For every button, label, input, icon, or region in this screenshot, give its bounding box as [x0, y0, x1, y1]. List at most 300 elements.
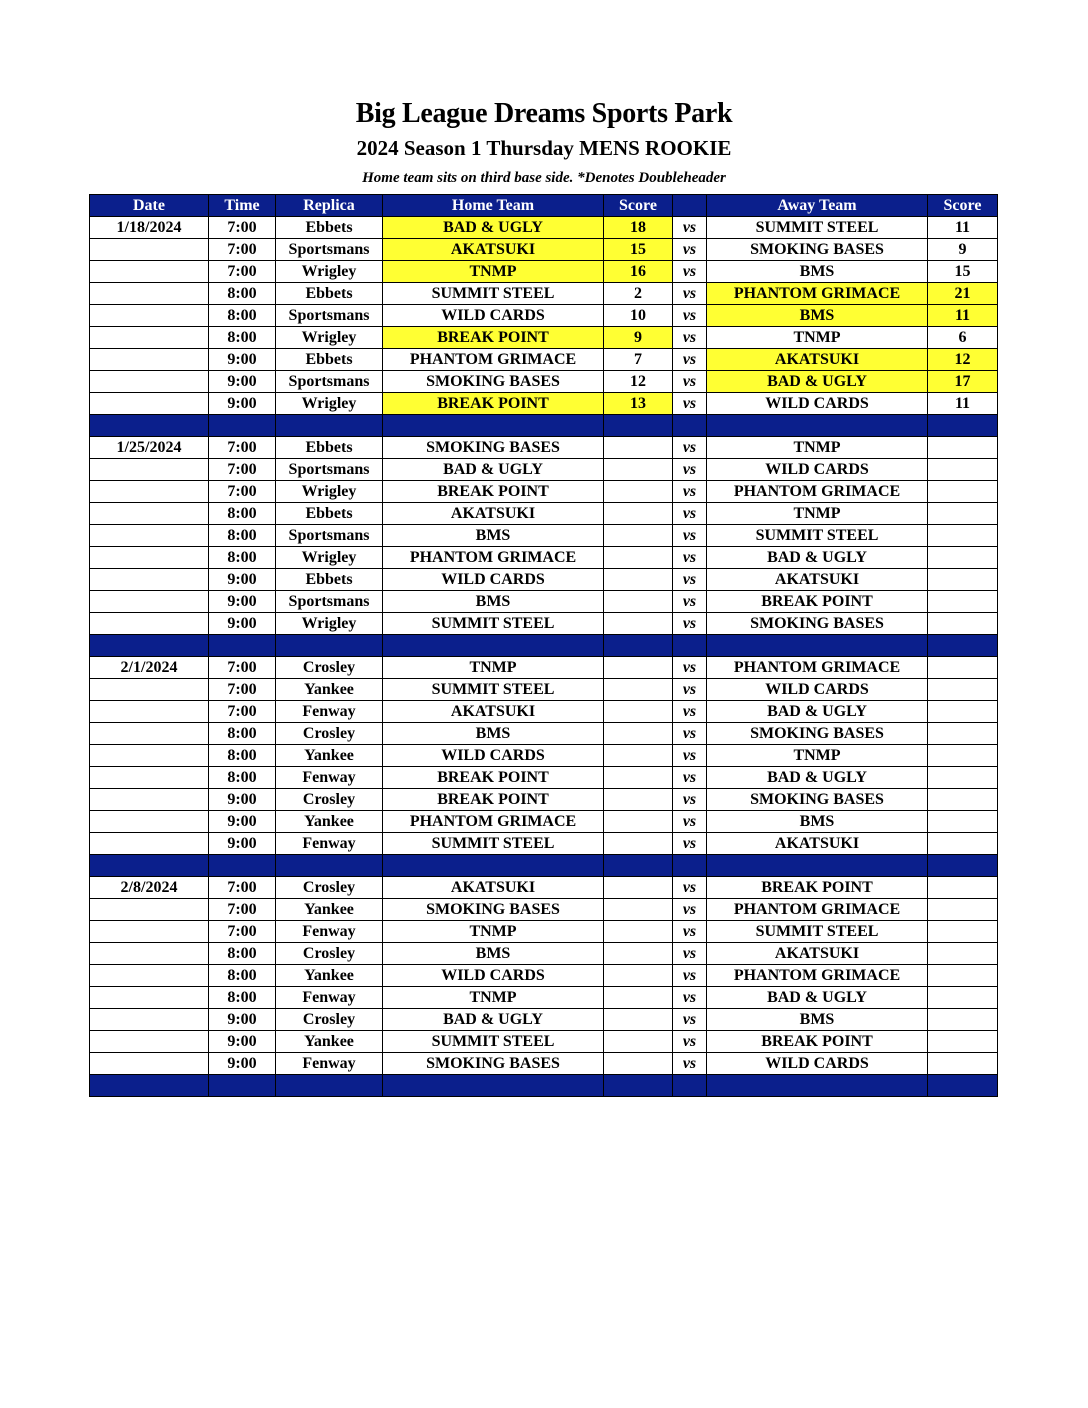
game-row: [90, 921, 998, 943]
away-team: WILD CARDS: [707, 679, 928, 701]
separator-cell: [383, 635, 604, 657]
away-score: [928, 613, 998, 635]
away-score: [928, 943, 998, 965]
game-time: 8:00: [209, 987, 276, 1009]
game-date: [90, 481, 209, 503]
home-team: PHANTOM GRIMACE: [383, 811, 604, 833]
versus-label: vs: [673, 459, 707, 481]
home-score: 18: [604, 217, 673, 239]
home-team: BMS: [383, 943, 604, 965]
game-row: [90, 943, 998, 965]
away-team: SMOKING BASES: [707, 239, 928, 261]
away-score: 21: [928, 283, 998, 305]
home-score: [604, 547, 673, 569]
game-date: [90, 349, 209, 371]
game-date: [90, 393, 209, 415]
game-date: 1/25/2024: [90, 437, 209, 459]
header-row: [90, 195, 998, 217]
versus-label: vs: [673, 723, 707, 745]
versus-label: vs: [673, 371, 707, 393]
game-date: [90, 965, 209, 987]
versus-label: vs: [673, 481, 707, 503]
home-score: [604, 789, 673, 811]
game-date: [90, 503, 209, 525]
home-team: WILD CARDS: [383, 305, 604, 327]
away-score: 17: [928, 371, 998, 393]
game-time: 9:00: [209, 613, 276, 635]
game-replica: Sportsmans: [276, 525, 383, 547]
game-row: [90, 283, 998, 305]
home-team: WILD CARDS: [383, 745, 604, 767]
home-team: SUMMIT STEEL: [383, 833, 604, 855]
game-replica: Crosley: [276, 789, 383, 811]
game-date: [90, 591, 209, 613]
versus-label: vs: [673, 305, 707, 327]
home-score: [604, 1053, 673, 1075]
separator-cell: [276, 415, 383, 437]
game-time: 7:00: [209, 261, 276, 283]
home-score: [604, 657, 673, 679]
game-row: [90, 789, 998, 811]
away-team: AKATSUKI: [707, 569, 928, 591]
game-time: 8:00: [209, 767, 276, 789]
game-replica: Fenway: [276, 767, 383, 789]
separator-cell: [383, 415, 604, 437]
separator-cell: [928, 635, 998, 657]
game-replica: Sportsmans: [276, 591, 383, 613]
game-replica: Fenway: [276, 987, 383, 1009]
separator-cell: [90, 415, 209, 437]
home-score: 13: [604, 393, 673, 415]
game-replica: Ebbets: [276, 437, 383, 459]
away-team: TNMP: [707, 745, 928, 767]
away-score: [928, 701, 998, 723]
separator-cell: [276, 1075, 383, 1097]
separator-cell: [209, 855, 276, 877]
game-replica: Ebbets: [276, 503, 383, 525]
away-team: BMS: [707, 261, 928, 283]
schedule-table: [89, 194, 998, 1097]
away-team: BMS: [707, 305, 928, 327]
game-row: [90, 327, 998, 349]
game-row: [90, 569, 998, 591]
game-date: 2/8/2024: [90, 877, 209, 899]
game-replica: Wrigley: [276, 547, 383, 569]
game-row: [90, 613, 998, 635]
home-score: [604, 877, 673, 899]
away-team: TNMP: [707, 437, 928, 459]
game-time: 7:00: [209, 481, 276, 503]
home-team: BREAK POINT: [383, 393, 604, 415]
game-date: [90, 679, 209, 701]
home-team: TNMP: [383, 921, 604, 943]
column-header-home-score: Score: [604, 195, 673, 217]
versus-label: vs: [673, 591, 707, 613]
separator-cell: [90, 855, 209, 877]
versus-label: vs: [673, 943, 707, 965]
away-score: [928, 547, 998, 569]
versus-label: vs: [673, 965, 707, 987]
versus-label: vs: [673, 767, 707, 789]
versus-label: vs: [673, 921, 707, 943]
home-score: [604, 899, 673, 921]
game-replica: Fenway: [276, 1053, 383, 1075]
away-score: [928, 789, 998, 811]
home-score: [604, 965, 673, 987]
separator-cell: [604, 855, 673, 877]
home-score: 7: [604, 349, 673, 371]
separator-cell: [928, 855, 998, 877]
home-score: [604, 679, 673, 701]
game-time: 8:00: [209, 745, 276, 767]
home-team: TNMP: [383, 657, 604, 679]
away-team: BREAK POINT: [707, 591, 928, 613]
versus-label: vs: [673, 1053, 707, 1075]
away-team: AKATSUKI: [707, 943, 928, 965]
game-row: [90, 701, 998, 723]
versus-label: vs: [673, 569, 707, 591]
game-row: [90, 767, 998, 789]
game-time: 9:00: [209, 1053, 276, 1075]
game-time: 9:00: [209, 811, 276, 833]
game-date: [90, 789, 209, 811]
home-team: SMOKING BASES: [383, 371, 604, 393]
versus-label: vs: [673, 349, 707, 371]
away-score: [928, 503, 998, 525]
game-replica: Wrigley: [276, 481, 383, 503]
game-row: [90, 481, 998, 503]
separator-cell: [928, 415, 998, 437]
separator-cell: [383, 1075, 604, 1097]
home-score: [604, 987, 673, 1009]
page-subtitle: 2024 Season 1 Thursday MENS ROOKIE: [356, 136, 732, 160]
schedule-body: [90, 217, 998, 1097]
game-time: 7:00: [209, 459, 276, 481]
home-team: BMS: [383, 723, 604, 745]
game-replica: Yankee: [276, 679, 383, 701]
game-replica: Crosley: [276, 877, 383, 899]
game-replica: Yankee: [276, 1031, 383, 1053]
game-time: 7:00: [209, 701, 276, 723]
away-team: BAD & UGLY: [707, 767, 928, 789]
home-team: SMOKING BASES: [383, 1053, 604, 1075]
home-score: [604, 1009, 673, 1031]
game-row: [90, 437, 998, 459]
column-header-replica: Replica: [276, 195, 383, 217]
versus-label: vs: [673, 503, 707, 525]
game-row: [90, 305, 998, 327]
home-team: SUMMIT STEEL: [383, 679, 604, 701]
game-row: [90, 811, 998, 833]
away-team: BMS: [707, 1009, 928, 1031]
separator-cell: [209, 635, 276, 657]
game-time: 9:00: [209, 789, 276, 811]
away-score: [928, 437, 998, 459]
game-date: [90, 569, 209, 591]
separator-cell: [209, 1075, 276, 1097]
game-date: [90, 921, 209, 943]
home-score: [604, 613, 673, 635]
away-score: [928, 811, 998, 833]
home-score: [604, 921, 673, 943]
versus-label: vs: [673, 283, 707, 305]
game-row: [90, 899, 998, 921]
versus-label: vs: [673, 987, 707, 1009]
home-score: 9: [604, 327, 673, 349]
versus-label: vs: [673, 701, 707, 723]
home-team: WILD CARDS: [383, 569, 604, 591]
home-score: 15: [604, 239, 673, 261]
separator-cell: [928, 1075, 998, 1097]
separator-cell: [673, 855, 707, 877]
away-score: [928, 591, 998, 613]
versus-label: vs: [673, 613, 707, 635]
game-replica: Wrigley: [276, 613, 383, 635]
home-score: [604, 943, 673, 965]
versus-label: vs: [673, 811, 707, 833]
game-replica: Fenway: [276, 701, 383, 723]
column-header-away-team: Away Team: [707, 195, 928, 217]
away-team: BAD & UGLY: [707, 701, 928, 723]
game-time: 7:00: [209, 899, 276, 921]
game-date: [90, 987, 209, 1009]
game-row: [90, 261, 998, 283]
game-date: [90, 525, 209, 547]
away-team: WILD CARDS: [707, 393, 928, 415]
game-row: [90, 525, 998, 547]
home-score: [604, 437, 673, 459]
versus-label: vs: [673, 877, 707, 899]
game-replica: Sportsmans: [276, 371, 383, 393]
home-team: BAD & UGLY: [383, 1009, 604, 1031]
home-score: 2: [604, 283, 673, 305]
page-title: Big League Dreams Sports Park: [355, 98, 733, 129]
home-team: AKATSUKI: [383, 877, 604, 899]
game-row: [90, 591, 998, 613]
game-row: [90, 239, 998, 261]
away-team: PHANTOM GRIMACE: [707, 899, 928, 921]
home-team: BREAK POINT: [383, 789, 604, 811]
game-time: 8:00: [209, 723, 276, 745]
away-score: [928, 1031, 998, 1053]
away-score: [928, 899, 998, 921]
game-row: [90, 679, 998, 701]
separator-cell: [707, 635, 928, 657]
home-score: [604, 767, 673, 789]
away-score: [928, 745, 998, 767]
game-replica: Sportsmans: [276, 239, 383, 261]
home-score: [604, 525, 673, 547]
game-row: [90, 965, 998, 987]
game-date: [90, 701, 209, 723]
away-team: PHANTOM GRIMACE: [707, 283, 928, 305]
separator-cell: [604, 635, 673, 657]
game-time: 8:00: [209, 283, 276, 305]
home-team: AKATSUKI: [383, 701, 604, 723]
separator-cell: [673, 635, 707, 657]
game-row: [90, 833, 998, 855]
away-team: BAD & UGLY: [707, 987, 928, 1009]
game-time: 9:00: [209, 1031, 276, 1053]
game-replica: Crosley: [276, 723, 383, 745]
game-time: 8:00: [209, 305, 276, 327]
away-team: SUMMIT STEEL: [707, 525, 928, 547]
versus-label: vs: [673, 745, 707, 767]
away-team: SUMMIT STEEL: [707, 921, 928, 943]
away-team: BAD & UGLY: [707, 371, 928, 393]
game-time: 8:00: [209, 503, 276, 525]
away-team: BREAK POINT: [707, 1031, 928, 1053]
away-score: [928, 481, 998, 503]
home-team: BREAK POINT: [383, 767, 604, 789]
versus-label: vs: [673, 393, 707, 415]
separator-cell: [276, 855, 383, 877]
game-time: 8:00: [209, 943, 276, 965]
game-replica: Yankee: [276, 965, 383, 987]
away-score: [928, 569, 998, 591]
away-score: [928, 723, 998, 745]
away-score: [928, 987, 998, 1009]
home-score: [604, 591, 673, 613]
game-replica: Wrigley: [276, 393, 383, 415]
column-header-time: Time: [209, 195, 276, 217]
separator-cell: [383, 855, 604, 877]
versus-label: vs: [673, 327, 707, 349]
away-score: [928, 1053, 998, 1075]
separator-cell: [90, 1075, 209, 1097]
home-score: [604, 723, 673, 745]
game-date: [90, 459, 209, 481]
away-team: PHANTOM GRIMACE: [707, 481, 928, 503]
home-score: 12: [604, 371, 673, 393]
versus-label: vs: [673, 525, 707, 547]
away-team: SMOKING BASES: [707, 613, 928, 635]
game-date: [90, 371, 209, 393]
versus-label: vs: [673, 899, 707, 921]
game-row: [90, 547, 998, 569]
versus-label: vs: [673, 679, 707, 701]
home-score: 16: [604, 261, 673, 283]
away-team: PHANTOM GRIMACE: [707, 657, 928, 679]
game-date: [90, 767, 209, 789]
away-score: 6: [928, 327, 998, 349]
game-row: [90, 217, 998, 239]
game-time: 8:00: [209, 525, 276, 547]
game-time: 7:00: [209, 217, 276, 239]
game-time: 7:00: [209, 679, 276, 701]
week-separator-row: [90, 635, 998, 657]
versus-label: vs: [673, 789, 707, 811]
game-row: [90, 349, 998, 371]
home-score: [604, 1031, 673, 1053]
home-score: [604, 811, 673, 833]
game-time: 8:00: [209, 547, 276, 569]
game-time: 7:00: [209, 921, 276, 943]
separator-cell: [707, 415, 928, 437]
away-team: AKATSUKI: [707, 349, 928, 371]
game-time: 9:00: [209, 833, 276, 855]
versus-label: vs: [673, 547, 707, 569]
game-time: 8:00: [209, 965, 276, 987]
game-date: [90, 327, 209, 349]
game-replica: Ebbets: [276, 349, 383, 371]
separator-cell: [604, 1075, 673, 1097]
game-date: [90, 811, 209, 833]
home-team: AKATSUKI: [383, 503, 604, 525]
game-row: [90, 987, 998, 1009]
versus-label: vs: [673, 1009, 707, 1031]
separator-cell: [673, 1075, 707, 1097]
game-time: 9:00: [209, 371, 276, 393]
away-team: BMS: [707, 811, 928, 833]
column-header-away-score: Score: [928, 195, 998, 217]
versus-label: vs: [673, 1031, 707, 1053]
home-team: SMOKING BASES: [383, 437, 604, 459]
home-score: [604, 833, 673, 855]
home-team: WILD CARDS: [383, 965, 604, 987]
home-score: [604, 481, 673, 503]
home-team: SUMMIT STEEL: [383, 283, 604, 305]
away-score: [928, 767, 998, 789]
away-score: 11: [928, 305, 998, 327]
away-team: WILD CARDS: [707, 1053, 928, 1075]
game-replica: Sportsmans: [276, 305, 383, 327]
game-time: 9:00: [209, 1009, 276, 1031]
away-team: BAD & UGLY: [707, 547, 928, 569]
separator-cell: [276, 635, 383, 657]
game-replica: Wrigley: [276, 327, 383, 349]
home-team: PHANTOM GRIMACE: [383, 547, 604, 569]
game-row: [90, 1009, 998, 1031]
separator-cell: [707, 855, 928, 877]
game-replica: Crosley: [276, 1009, 383, 1031]
game-replica: Yankee: [276, 811, 383, 833]
versus-label: vs: [673, 239, 707, 261]
home-score: [604, 459, 673, 481]
versus-label: vs: [673, 217, 707, 239]
home-score: [604, 503, 673, 525]
week-separator-row: [90, 1075, 998, 1097]
home-team: TNMP: [383, 987, 604, 1009]
game-time: 9:00: [209, 591, 276, 613]
game-time: 7:00: [209, 657, 276, 679]
home-team: SMOKING BASES: [383, 899, 604, 921]
schedule-note: Home team sits on third base side. *Denotes Doubleheader: [362, 170, 726, 186]
away-team: WILD CARDS: [707, 459, 928, 481]
away-score: 12: [928, 349, 998, 371]
away-score: 15: [928, 261, 998, 283]
home-team: BMS: [383, 591, 604, 613]
game-time: 7:00: [209, 239, 276, 261]
away-team: SMOKING BASES: [707, 789, 928, 811]
home-team: SUMMIT STEEL: [383, 613, 604, 635]
home-team: BREAK POINT: [383, 327, 604, 349]
game-date: [90, 745, 209, 767]
column-header-home-team: Home Team: [383, 195, 604, 217]
game-time: 9:00: [209, 569, 276, 591]
game-row: [90, 393, 998, 415]
away-team: PHANTOM GRIMACE: [707, 965, 928, 987]
home-score: [604, 701, 673, 723]
versus-label: vs: [673, 833, 707, 855]
away-score: 11: [928, 393, 998, 415]
game-row: [90, 723, 998, 745]
away-score: 11: [928, 217, 998, 239]
away-score: [928, 833, 998, 855]
game-time: 8:00: [209, 327, 276, 349]
game-replica: Crosley: [276, 943, 383, 965]
week-separator-row: [90, 855, 998, 877]
